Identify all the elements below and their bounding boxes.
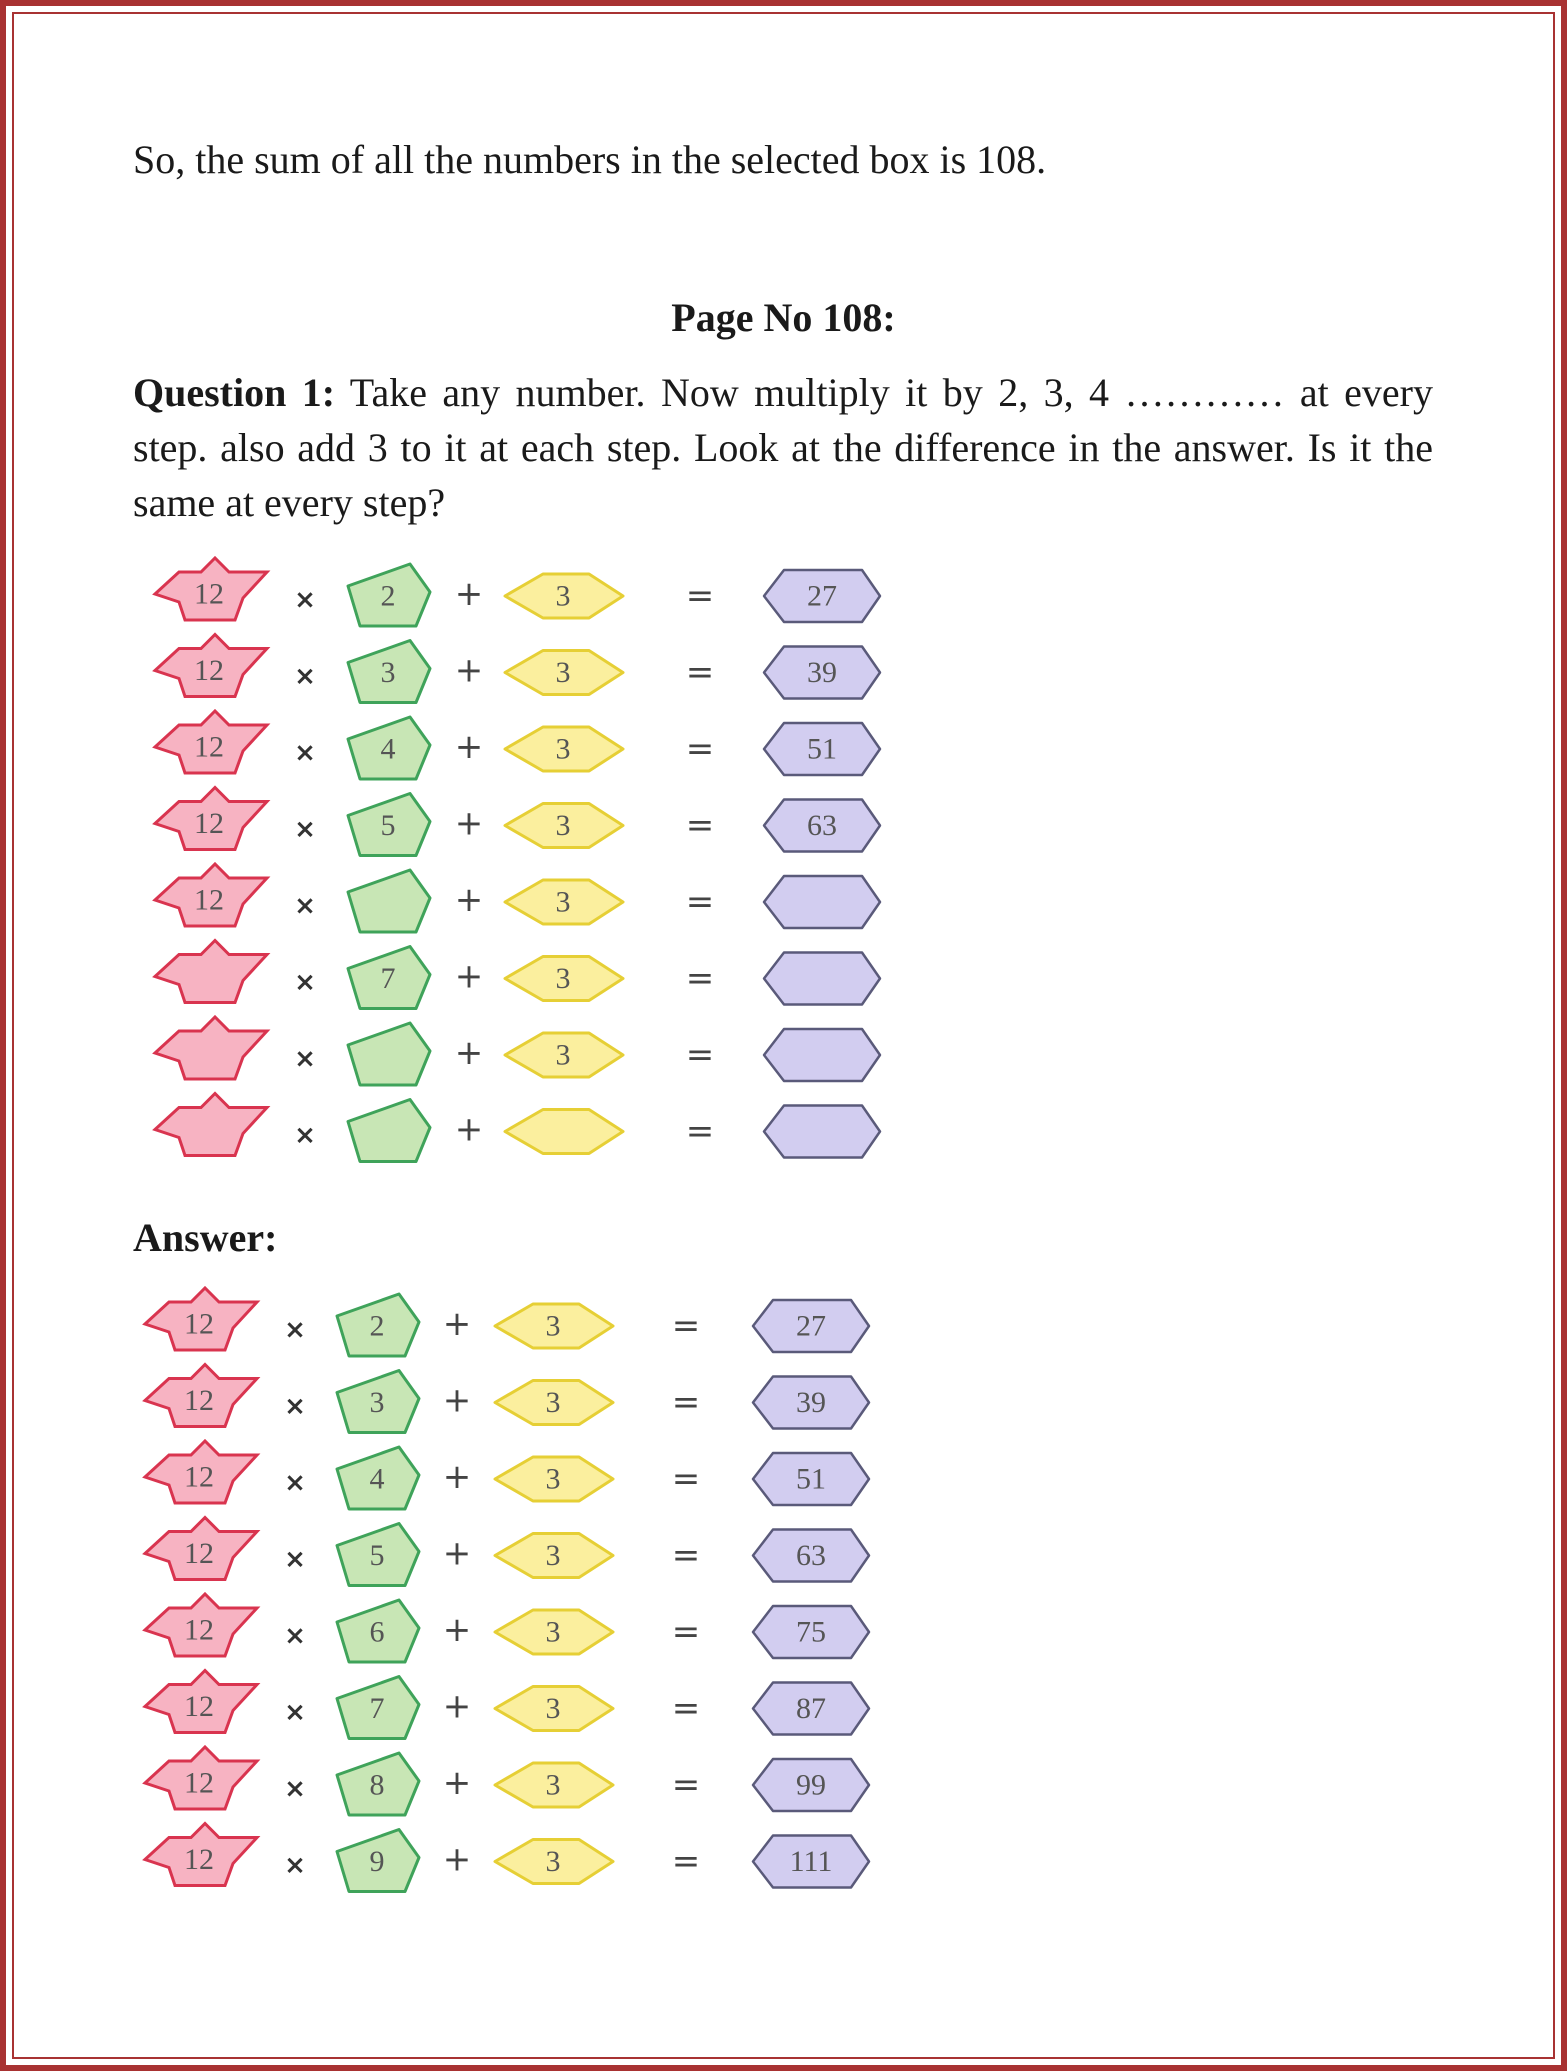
plus-operator: + (454, 956, 484, 997)
equals-operator: = (685, 805, 715, 846)
multiplicand-value: 12 (184, 1537, 214, 1570)
multiplicand-value: 12 (184, 1460, 214, 1494)
times-operator: × (294, 891, 316, 921)
plus-operator: + (442, 1686, 472, 1727)
addend-value: 3 (545, 1309, 561, 1343)
result-value: 27 (807, 579, 837, 613)
result-value: 51 (807, 732, 837, 766)
multiplier-value: 9 (369, 1845, 385, 1878)
equals-operator: = (671, 1612, 701, 1652)
equals-operator: = (685, 882, 715, 922)
multiplier-value: 7 (380, 962, 396, 995)
equals-operator: = (671, 1765, 701, 1805)
times-operator: × (294, 738, 316, 768)
result-value: 75 (796, 1615, 826, 1649)
addend-value: 3 (545, 1845, 561, 1878)
multiplicand-value: 12 (184, 1384, 214, 1417)
multiplier-value: 4 (380, 732, 396, 766)
times-operator: × (284, 1391, 306, 1422)
multiplicand-value: 12 (184, 1307, 214, 1341)
plus-operator: + (454, 1109, 484, 1150)
multiplier-value: 8 (369, 1768, 385, 1802)
equals-operator: = (671, 1306, 701, 1346)
plus-operator: + (454, 574, 484, 614)
equals-operator: = (685, 729, 715, 769)
times-operator: × (294, 661, 316, 692)
result-value: 27 (796, 1309, 826, 1343)
multiplicand-value: 12 (194, 807, 224, 840)
multiplicand-value: 12 (184, 1843, 214, 1876)
multiplicand-value: 12 (194, 883, 224, 917)
plus-operator: + (454, 803, 484, 844)
result-value: 63 (796, 1539, 826, 1572)
equals-operator: = (671, 1459, 701, 1499)
multiplier-value: 3 (380, 656, 396, 689)
intro-text: So, the sum of all the numbers in the selected box is 108. (133, 137, 1047, 182)
result-value: 39 (807, 656, 837, 689)
times-operator: × (284, 1850, 306, 1881)
addend-value: 3 (555, 809, 571, 842)
times-operator: × (294, 814, 316, 845)
addend-value: 3 (545, 1386, 561, 1419)
multiplicand-value: 12 (184, 1690, 214, 1723)
multiplicand-value: 12 (194, 730, 224, 764)
times-operator: × (294, 967, 316, 998)
multiplicand-value: 12 (194, 654, 224, 687)
result-value: 39 (796, 1386, 826, 1419)
plus-operator: + (442, 1839, 472, 1880)
addend-value: 3 (545, 1768, 561, 1802)
times-operator: × (284, 1315, 306, 1345)
page-title: Page No 108: (671, 295, 896, 340)
answer-row-4 (145, 1518, 869, 1586)
equals-operator: = (671, 1535, 701, 1576)
multiplicand-value: 12 (184, 1613, 214, 1647)
result-value: 51 (796, 1462, 826, 1496)
equals-operator: = (671, 1382, 701, 1423)
times-operator: × (284, 1621, 306, 1651)
plus-operator: + (442, 1533, 472, 1574)
multiplier-value: 5 (380, 809, 396, 842)
times-operator: × (294, 585, 316, 615)
answer-row-6 (145, 1671, 869, 1739)
addend-value: 3 (545, 1539, 561, 1572)
addend-value: 3 (555, 885, 571, 919)
multiplier-value: 7 (369, 1692, 385, 1725)
plus-operator: + (442, 1380, 472, 1421)
addend-value: 3 (545, 1615, 561, 1649)
equals-operator: = (685, 1111, 715, 1152)
result-value: 87 (796, 1692, 826, 1725)
multiplier-value: 5 (369, 1539, 385, 1572)
result-value: 99 (796, 1768, 826, 1802)
times-operator: × (284, 1697, 306, 1728)
addend-value: 3 (555, 962, 571, 995)
equals-operator: = (685, 576, 715, 616)
multiplier-value: 2 (369, 1309, 385, 1343)
result-value: 111 (789, 1845, 833, 1878)
answer-row-2 (145, 1365, 869, 1433)
multiplier-value: 6 (369, 1615, 385, 1649)
multiplicand-value: 12 (184, 1766, 214, 1800)
equals-operator: = (685, 958, 715, 999)
multiplier-value: 2 (380, 579, 396, 613)
answer-row-5 (145, 1594, 869, 1662)
addend-value: 3 (545, 1692, 561, 1725)
times-operator: × (284, 1544, 306, 1575)
times-operator: × (284, 1774, 306, 1804)
addend-value: 3 (555, 656, 571, 689)
plus-operator: + (454, 650, 484, 691)
addend-value: 3 (555, 1038, 571, 1072)
plus-operator: + (454, 1033, 484, 1073)
addend-value: 3 (545, 1462, 561, 1496)
equals-operator: = (671, 1688, 701, 1729)
plus-operator: + (454, 880, 484, 920)
times-operator: × (294, 1120, 316, 1151)
answer-row-1 (145, 1288, 869, 1356)
plus-operator: + (442, 1763, 472, 1803)
question-text: Take any number. Now multiply it by 2, 3, 4 ………… at every step. also add 3 to it at each step. Look at the difference in the answer. Is it the same at every step? (133, 370, 1434, 525)
addend-value: 3 (555, 732, 571, 766)
result-value: 63 (807, 809, 837, 842)
equals-operator: = (685, 652, 715, 693)
multiplier-value: 4 (369, 1462, 385, 1496)
answer-row-7 (145, 1747, 869, 1815)
answer-row-3 (145, 1441, 869, 1509)
equals-operator: = (671, 1841, 701, 1882)
answer-row-8 (145, 1824, 869, 1892)
plus-operator: + (442, 1457, 472, 1497)
addend-value: 3 (555, 579, 571, 613)
plus-operator: + (442, 1610, 472, 1650)
question-label: Question 1: (133, 370, 336, 415)
times-operator: × (294, 1044, 316, 1074)
times-operator: × (284, 1468, 306, 1498)
multiplier-value: 3 (369, 1386, 385, 1419)
multiplicand-value: 12 (194, 577, 224, 611)
plus-operator: + (442, 1304, 472, 1344)
answer-label: Answer: (133, 1215, 278, 1260)
equals-operator: = (685, 1035, 715, 1075)
plus-operator: + (454, 727, 484, 767)
